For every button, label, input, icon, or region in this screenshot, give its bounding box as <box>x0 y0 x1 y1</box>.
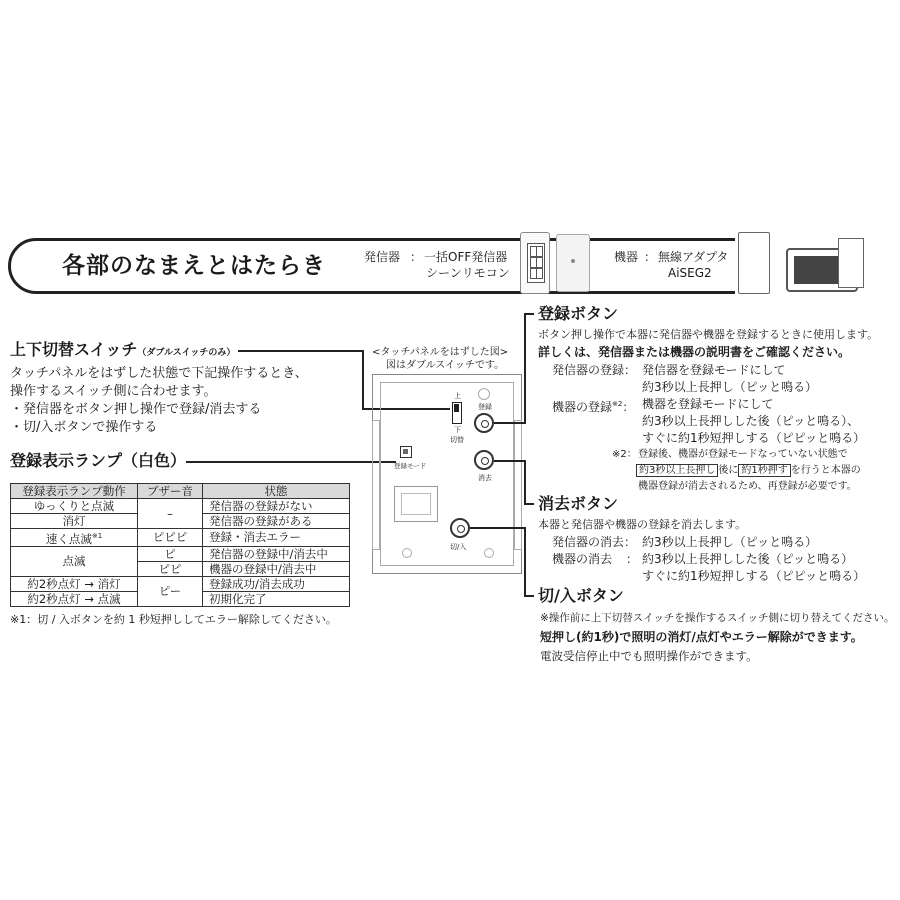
lamp-cell: 約2秒点灯 → 消灯 <box>11 576 138 591</box>
leader-line <box>362 350 364 410</box>
lamp-table <box>10 483 350 607</box>
table-footnote: ※1：切 / 入ボタンを約 1 秒短押ししてエラー解除してください。 <box>10 613 337 626</box>
dev-register-text-1: 機器を登録モードにして <box>642 397 774 411</box>
lamp-cell: 速く点滅$^{※1}$ <box>11 529 138 547</box>
leader-line <box>524 503 534 505</box>
buzzer-cell: ピ <box>138 546 203 561</box>
tx-erase-label: 発信器の消去： <box>552 535 637 549</box>
diagram-caption-1: <タッチパネルをはずした図> <box>372 347 509 358</box>
note2-line-1: 登録後、機器が登録モードなっていない状態で <box>638 449 848 460</box>
leader-line <box>524 460 526 505</box>
note2-line-3: 機器登録が消去されるため、再登録が必要です。 <box>638 481 857 492</box>
device-name-2: AiSEG2 <box>668 266 712 280</box>
onoff-note: ※操作前に上下切替スイッチを操作するスイッチ側に切り替えてください。 <box>540 612 895 624</box>
table-header: 登録表示ランプ動作 <box>11 484 138 499</box>
leader-line <box>186 461 396 463</box>
dev-erase-text-1: 約3秒以上長押しした後（ピッと鳴る） <box>642 552 854 566</box>
aiseg2-unit-image <box>838 238 864 288</box>
screw-icon <box>478 388 490 400</box>
buzzer-cell: ピー <box>138 576 203 606</box>
leader-line <box>494 460 526 462</box>
transmitter-sep: ： <box>410 250 423 264</box>
buzzer-cell: ピピピ <box>138 529 203 547</box>
note2-prefix: ※2： <box>612 449 637 460</box>
transmitter-name-2: シーンリモコン <box>426 266 510 280</box>
register-lamp <box>400 446 412 458</box>
transmitter-label: 発信器 <box>364 250 401 264</box>
dev-register-text-2: 約3秒以上長押しした後（ピッと鳴る）、 <box>642 414 860 428</box>
onoff-desc-2: 電波受信停止中でも照明操作ができます。 <box>540 649 758 663</box>
switch-desc-1: タッチパネルをはずした状態で下記操作するとき、 <box>10 366 308 381</box>
erase-desc-1: 本器と発信器や機器の登録を消去します。 <box>538 518 747 531</box>
state-cell: 初期化完了 <box>203 591 350 606</box>
leader-line <box>524 527 526 597</box>
table-row <box>11 576 350 591</box>
dev-register-label: 機器の登録$^{※2}$： <box>552 400 635 414</box>
register-desc-1: ボタン押し操作で本器に発信器や機器を登録するときに使用します。 <box>538 328 879 341</box>
note2-line-2: 約3秒以上長押し 後に 約1秒押す を行うと本器の <box>636 463 861 479</box>
switch-up-label: 上 <box>454 392 461 400</box>
batch-off-remote-image <box>520 232 550 294</box>
register-desc-2: 詳しくは、発信器または機器の説明書をご確認ください。 <box>538 345 851 359</box>
tx-register-label: 発信器の登録： <box>552 363 637 377</box>
register-heading: 登録ボタン <box>538 304 619 323</box>
switch-desc-2: 操作するスイッチ側に合わせます。 <box>10 384 217 399</box>
switch-bullet-1: ・発信器をボタン押し操作で登録/消去する <box>10 402 262 417</box>
buzzer-cell: ピピ <box>138 561 203 576</box>
tx-register-text-2: 約3秒以上長押し（ピッと鳴る） <box>642 380 818 394</box>
lamp-heading: 登録表示ランプ（白色） <box>10 451 187 470</box>
leader-line <box>494 422 526 424</box>
leader-line <box>524 595 534 597</box>
state-cell: 登録・消去エラー <box>203 529 350 547</box>
dev-erase-label: 機器の消去 ： <box>552 552 639 566</box>
device-name-1: 無線アダプタ <box>658 250 729 264</box>
erase-button[interactable] <box>474 450 494 470</box>
onoff-button[interactable] <box>450 518 470 538</box>
plate-rail-left <box>372 420 380 550</box>
erase-heading: 消去ボタン <box>538 494 619 513</box>
state-cell: 発信器の登録がある <box>203 514 350 529</box>
register-mode-label: 登録モード <box>394 462 427 470</box>
device-sep: ： <box>644 250 657 264</box>
leader-line <box>524 313 526 424</box>
tx-erase-text: 約3秒以上長押し（ピッと鳴る） <box>642 535 818 549</box>
switch-label: 切替 <box>450 436 464 444</box>
state-cell: 機器の登録中/消去中 <box>203 561 350 576</box>
register-button[interactable] <box>474 413 494 433</box>
table-row <box>11 529 350 547</box>
screw-icon <box>484 548 494 558</box>
tx-register-text-1: 発信器を登録モードにして <box>642 363 786 377</box>
plate-rail-right <box>514 420 522 550</box>
table-header-row <box>11 484 350 499</box>
dev-erase-text-2: すぐに約1秒短押しする（ピピッと鳴る） <box>642 569 866 583</box>
buzzer-cell: – <box>138 499 203 529</box>
updown-switch[interactable] <box>452 402 462 424</box>
wireless-adapter-image <box>738 232 770 294</box>
screw-icon <box>402 548 412 558</box>
diagram-caption-2: 図はダブルスイッチです。 <box>386 360 505 371</box>
onoff-desc-1: 短押し(約1秒)で照明の消灯/点灯やエラー解除ができます。 <box>540 630 863 644</box>
table-row <box>11 546 350 561</box>
lamp-cell: 点滅 <box>11 546 138 576</box>
lamp-cell: ゆっくりと点滅 <box>11 499 138 514</box>
table-row <box>11 499 350 514</box>
register-label: 登録 <box>478 403 492 411</box>
leader-line <box>470 527 526 529</box>
switch-down-label: 下 <box>454 426 461 434</box>
device-label: 機器 <box>614 250 639 264</box>
leader-line <box>238 350 362 352</box>
page-title: 各部のなまえとはたらき <box>62 253 326 279</box>
switch-heading: 上下切替スイッチ（ダブルスイッチのみ） <box>10 340 236 359</box>
table-header: 状態 <box>203 484 350 499</box>
erase-label: 消去 <box>478 474 492 482</box>
lamp-cell: 消灯 <box>11 514 138 529</box>
terminal-inner <box>401 493 431 515</box>
state-cell: 発信器の登録中/消去中 <box>203 546 350 561</box>
state-cell: 発信器の登録がない <box>203 499 350 514</box>
leader-line <box>524 313 534 315</box>
table-header: ブザー音 <box>138 484 203 499</box>
switch-bullet-2: ・切/入ボタンで操作する <box>10 420 158 435</box>
scene-remote-image <box>556 234 590 292</box>
switch-body <box>380 382 514 566</box>
onoff-heading: 切/入ボタン <box>538 586 624 605</box>
onoff-label: 切/入 <box>450 543 467 551</box>
transmitter-name-1: 一括OFF発信器 <box>424 250 508 264</box>
lamp-cell: 約2秒点灯 → 点滅 <box>11 591 138 606</box>
state-cell: 登録成功/消去成功 <box>203 576 350 591</box>
dev-register-text-3: すぐに約1秒短押しする（ピピッと鳴る） <box>642 431 866 445</box>
